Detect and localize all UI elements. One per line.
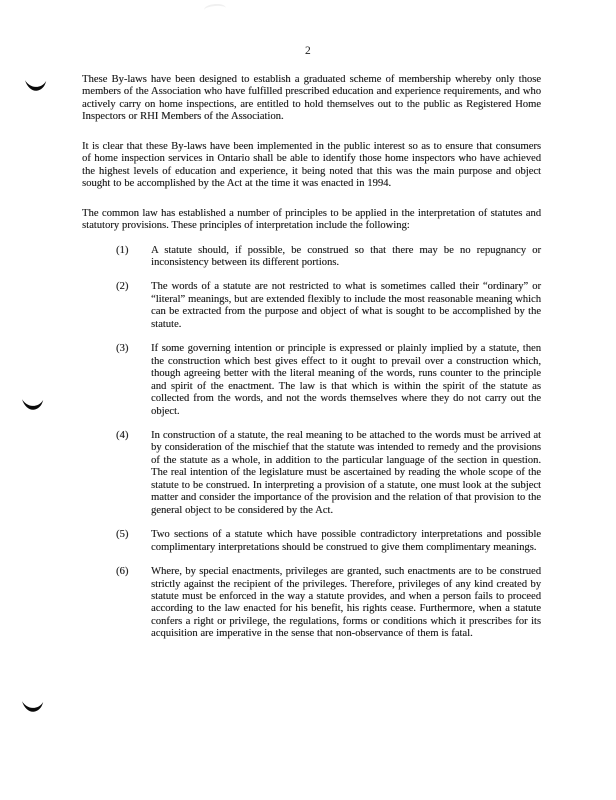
binder-hole-icon xyxy=(21,396,44,411)
item-number: (2) xyxy=(116,281,129,293)
paragraph-membership-scheme: These By-laws have been designed to establish a graduated scheme of membership whereby only those members of the Association who have fulfilled prescribed education and experience requirements, and who actively carry on home inspections, are entitled to hold themselves out to the public as Registered Home Inspectors or RHI Members of the Association. xyxy=(82,74,541,123)
list-item-3 xyxy=(82,343,541,418)
scan-smudge-mark xyxy=(204,3,227,15)
item-number: (6) xyxy=(116,566,129,578)
item-text: Two sections of a statute which have possible contradictory interpretations and possible complimentary interpretations should be construed to give them complimentary meanings. xyxy=(151,529,541,553)
item-number: (3) xyxy=(116,343,129,355)
item-number: (5) xyxy=(116,529,129,541)
list-item-6 xyxy=(82,566,541,641)
binder-hole-icon xyxy=(24,77,47,92)
item-text: The words of a statute are not restricted to what is sometimes called their “ordinary” or “literal” meanings, but are extended flexibly to include the most reasonable meaning which can be extracted from the purpose and object of what is sought to be accomplished by the statute. xyxy=(151,281,541,330)
paragraph-common-law-intro: The common law has established a number of principles to be applied in the interpretation of statutes and statutory provisions. These principles of interpretation include the following: xyxy=(82,207,541,232)
binder-hole-icon xyxy=(21,698,44,713)
list-item-5 xyxy=(82,529,541,554)
list-item-1 xyxy=(82,245,541,270)
document-body xyxy=(82,74,541,653)
paragraph-public-interest: It is clear that these By-laws have been implemented in the public interest so as to ensure that consumers of home inspection services in Ontario shall be able to identify those home inspectors who have achieved the highest levels of education and experience, it being noted that this was the main purpose and object sought to be accomplished by the Act at the time it was enacted in 1994. xyxy=(82,140,541,190)
item-text: If some governing intention or principle is expressed or plainly implied by a statute, then the construction which best gives effect to it ought to prevail over a construction which, though agreeing better with the literal meaning of the words, runs counter to the principle and spirit of the enactment. The law is that which is within the spirit of the statute as collected from the words, and not the words themselves where they do not carry out the object. xyxy=(151,343,541,417)
item-text: In construction of a statute, the real meaning to be attached to the words must be arrived at by consideration of the mischief that the statute was intended to remedy and the provisions of the statute as a whole, in addition to the particular language of the section in question. The real intention of the legislature must be ascertained by reading the whole scope of the statute to be construed. In interpreting a provision of a statute, one must look at the subject matter and consider the importance of the provision and the relation of that provision to the general object to be considered by the Act. xyxy=(151,429,541,516)
item-number: (4) xyxy=(116,429,129,441)
page-number: 2 xyxy=(305,45,311,57)
list-item-2 xyxy=(82,281,541,331)
item-number: (1) xyxy=(116,244,129,256)
item-text: Where, by special enactments, privileges are granted, such enactments are to be construed strictly against the recipient of the privileges. Therefore, privileges of any kind created by statute must be enforced in the way a statute provides, and when a person fails to proceed according to the law enacted for his benefit, his rights cease. Furthermore, when a statute confers a right or privilege, the regulations, forms or conditions which it prescribes for its acquisition are imperative in the sense that non-observance of them is fatal. xyxy=(151,566,541,640)
item-text: A statute should, if possible, be construed so that there may be no repugnancy or inconsistency between its different portions. xyxy=(151,244,541,268)
list-item-4 xyxy=(82,430,541,517)
